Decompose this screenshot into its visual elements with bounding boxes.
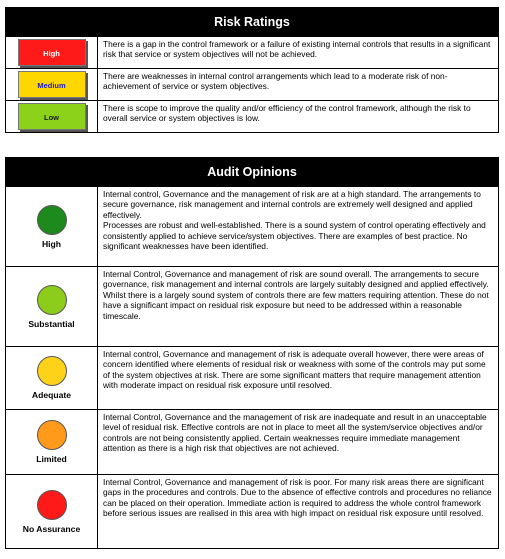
opinion-description: Internal Control, Governance and management of risk are sound overall. The arrangements to secure governance, risk management and internal controls are largely suitably designed and applied effectively. Whilst there is a largely sound system of controls there are few matters requiring attention. These do not have a significant impact on residual risk exposure but need to be addressed within a reasonable timescale. (98, 267, 499, 347)
orange-circle-icon (37, 420, 67, 450)
opinion-label: No Assurance (22, 523, 81, 534)
yellow-circle-icon (37, 356, 67, 386)
opinion-row (6, 187, 499, 267)
risk-ratings-title: Risk Ratings (6, 8, 499, 37)
opinion-label: Substantial (28, 318, 75, 329)
audit-opinions-table (5, 157, 499, 549)
green-circle-icon (37, 205, 67, 235)
opinion-label: Adequate (31, 390, 72, 400)
red-circle-icon (37, 490, 67, 520)
opinion-description: Internal Control, Governance and the management of risk are inadequate and result in an unacceptable level of residual risk. Effective controls are not in place to meet all the system/service objectives and/or controls are not being consistently applied. Certain weaknesses require immediate management attention as there is a high risk that objectives are not achieved. (98, 410, 499, 475)
risk-description: There is scope to improve the quality and/or efficiency of the control framework, although the risk to overall service or system objectives is low. (98, 101, 499, 133)
opinion-description: Internal control, Governance and management of risk is adequate overall however, there were areas of concern identified where elements of residual risk or weakness with some of the controls may put some of the system objectives at risk. There are some significant matters that require management attention with moderate impact on residual risk exposure until resolved. (98, 347, 499, 410)
high-risk-badge: High (18, 39, 86, 66)
opinion-row (6, 410, 499, 475)
opinion-description: Internal control, Governance and the management of risk are at a high standard. The arrangements to secure governance, risk management and internal controls are extremely well designed and applied effectively. Processes are robust and well-established. There is a sound system of control operating effectively and consistently applied to achieve service/system objectives. There are examples of best practice. No significant weaknesses have been identified. (98, 187, 499, 267)
opinion-row (6, 475, 499, 549)
risk-row (6, 37, 499, 69)
risk-description: There is a gap in the control framework or a failure of existing internal controls that results in a significant risk that service or system objectives will not be achieved. (98, 37, 499, 69)
risk-ratings-table (5, 7, 499, 133)
risk-row (6, 69, 499, 101)
opinion-label: High (41, 238, 62, 249)
opinion-description: Internal Control, Governance and management of risk is poor. For many risk areas there are significant gaps in the procedures and controls. Due to the absence of effective controls and procedures no reliance can be placed on their operation. Immediate action is required to address the whole control framework before serious issues are realised in this area with high impact on residual risk exposure until resolved. (98, 475, 499, 549)
audit-opinions-title: Audit Opinions (6, 158, 499, 187)
medium-risk-badge: Medium (18, 71, 86, 98)
risk-row (6, 101, 499, 133)
light-green-circle-icon (37, 285, 67, 315)
low-risk-badge: Low (18, 103, 86, 130)
opinion-row (6, 267, 499, 347)
risk-description: There are weaknesses in internal control arrangements which lead to a moderate risk of non-achievement of service or system objectives. (98, 69, 499, 101)
opinion-label: Limited (36, 454, 67, 464)
opinion-row (6, 347, 499, 410)
